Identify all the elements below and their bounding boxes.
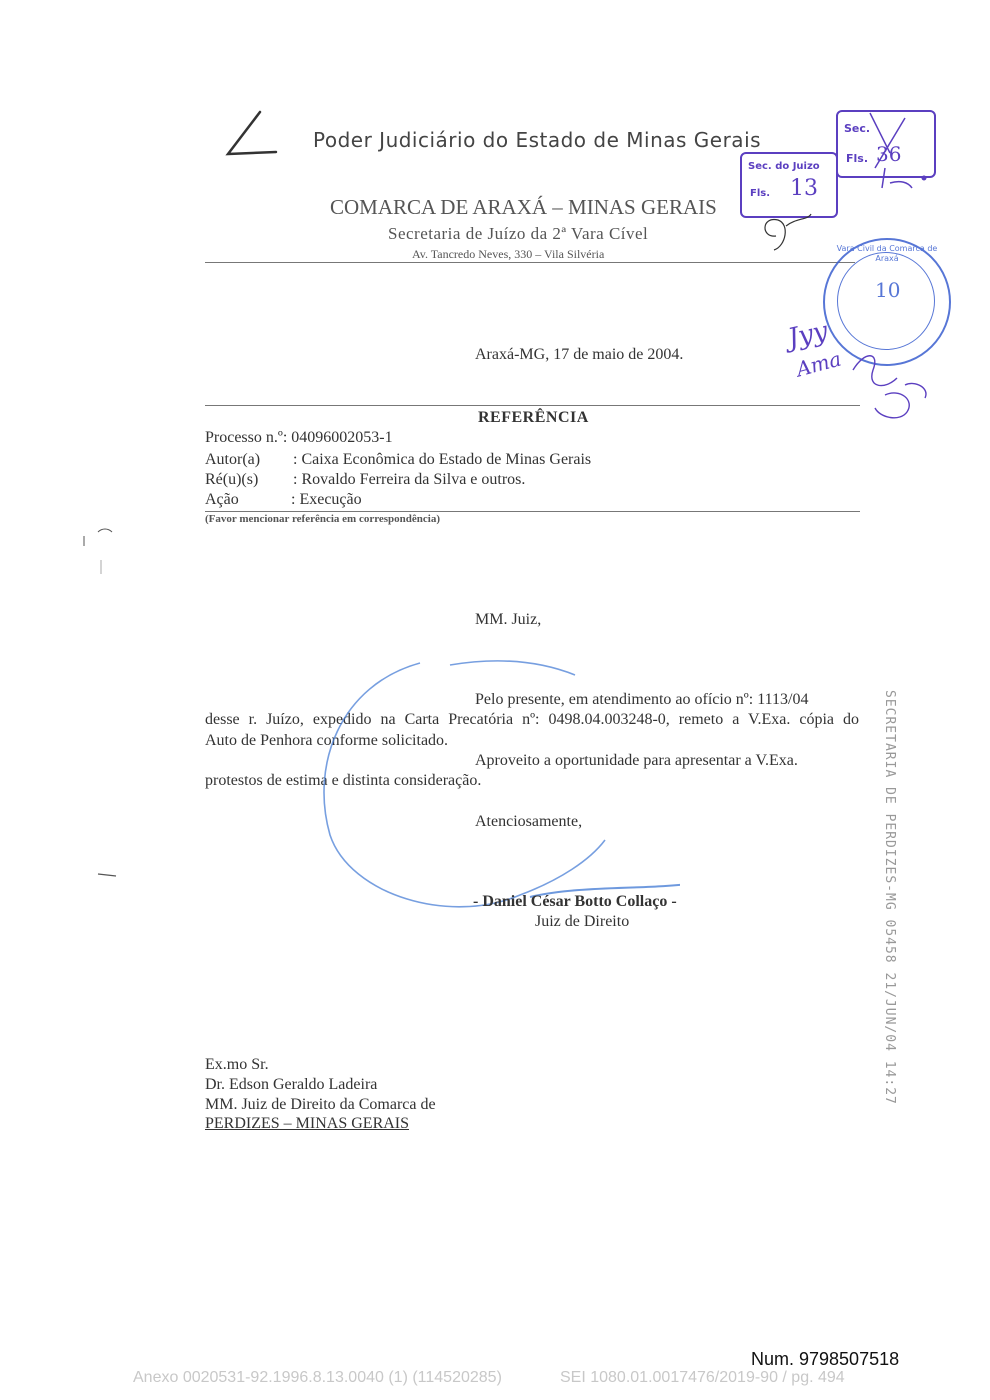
reference-row-acao [205, 491, 362, 509]
reference-row-autor [205, 451, 591, 469]
closing: Atenciosamente, [475, 813, 583, 830]
logo-mark-icon [222, 108, 282, 160]
secretaria-line: Secretaria de Juízo da 2ª Vara Cível [388, 224, 649, 243]
paragraph-1-line-3: Auto de Penhora conforme solicitado. [205, 732, 449, 749]
handwritten-note-1: Jyy [785, 316, 831, 354]
addressee-line-3: MM. Juiz de Direito da Comarca de [205, 1096, 436, 1113]
addressee-line-1: Ex.mo Sr. [205, 1056, 269, 1073]
stamp2-initial-scribble [756, 206, 816, 254]
stamp1-number: 36 [876, 142, 902, 166]
court-header-title: Poder Judiciário do Estado de Minas Gerais [313, 128, 762, 152]
footer-sei-reference: SEI 1080.01.0017476/2019-90 / pg. 494 [560, 1369, 845, 1386]
signature-name: - Daniel César Botto Collaço - [473, 893, 677, 910]
reu-value: : Rovaldo Ferreira da Silva e outros. [293, 471, 526, 488]
reference-row-reu [205, 471, 525, 489]
document-number: Num. 9798507518 [751, 1349, 900, 1369]
paragraph-2-line-1: Aproveito a oportunidade para apresentar a V.Exa. [475, 752, 798, 769]
pen-signature-loop [300, 645, 680, 925]
stamp1-fls-label: Fls. [846, 152, 869, 165]
processo-value: 04096002053-1 [291, 429, 393, 446]
autor-label: Autor(a) [205, 451, 261, 468]
reference-top-rule [205, 405, 860, 406]
signature-title: Juiz de Direito [535, 913, 630, 930]
reference-bottom-rule [205, 511, 860, 512]
round-seal-number: 10 [875, 278, 901, 302]
round-seal-text: Vara Civil da Comarca de Araxá [836, 244, 938, 263]
date-line: Araxá-MG, 17 de maio de 2004. [475, 346, 684, 363]
header-divider [205, 262, 855, 263]
acao-label: Ação [205, 491, 239, 508]
addressee-line-4: PERDIZES – MINAS GERAIS [205, 1115, 410, 1132]
footer-anexo: Anexo 0020531-92.1996.8.13.0040 (1) (114520285) [133, 1369, 502, 1386]
reference-row-processo [205, 429, 393, 447]
stamp2-number: 13 [790, 176, 818, 201]
acao-value: : Execução [291, 491, 362, 508]
stamp1-cross-marks [860, 108, 940, 198]
salutation: MM. Juiz, [475, 611, 542, 628]
paragraph-2-line-2: protestos de estima e distinta consideração. [205, 772, 482, 789]
paragraph-1-line-1: Pelo presente, em atendimento ao ofício nº: 1113/04 [475, 691, 809, 708]
handwritten-scribble [845, 340, 935, 425]
vertical-protocol-stamp: SECRETARIA DE PERDIZES-MG 05458 21/JUN/04 14:27 [882, 690, 897, 1105]
paragraph-1-line-2: desse r. Juízo, expedido na Carta Precatória nº: 0498.04.003248-0, remeto a V.Exa. cópia do [205, 711, 859, 728]
stamp1-top-label: Sec. [844, 122, 871, 135]
stamp2-top-label: Sec. do Juizo [748, 161, 820, 172]
processo-label: Processo n.º: [205, 429, 288, 446]
comarca-title: COMARCA DE ARAXÁ – MINAS GERAIS [330, 195, 717, 219]
autor-value: : Caixa Econômica do Estado de Minas Gerais [293, 451, 592, 468]
addressee-line-2: Dr. Edson Geraldo Ladeira [205, 1076, 378, 1093]
reu-label: Ré(u)(s) [205, 471, 259, 488]
reference-note: (Favor mencionar referência em correspondência) [205, 513, 441, 525]
reference-title: REFERÊNCIA [478, 409, 589, 426]
stamp2-fls-label: Fls. [750, 188, 771, 199]
handwritten-note-2: Ama [793, 346, 844, 382]
left-margin-marks [80, 520, 120, 890]
court-address: Av. Tancredo Neves, 330 – Vila Silvéria [412, 247, 605, 261]
